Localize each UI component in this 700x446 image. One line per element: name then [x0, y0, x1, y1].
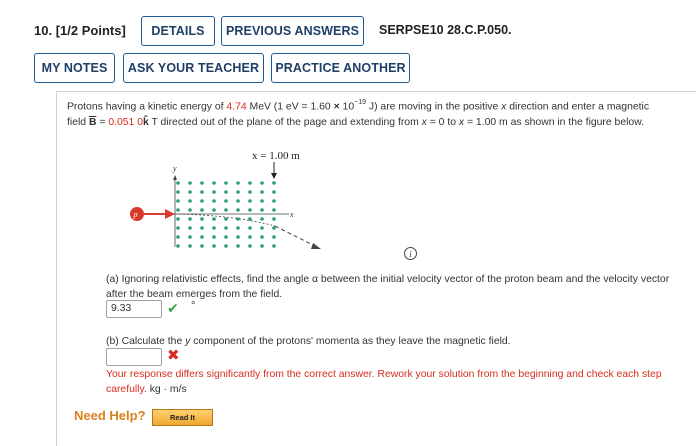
- field-dot: [224, 208, 228, 212]
- field-dot: [272, 226, 276, 230]
- field-dot: [248, 244, 252, 248]
- field-dot: [212, 190, 216, 194]
- field-dot: [224, 217, 228, 221]
- field-dot: [224, 244, 228, 248]
- field-dot: [260, 199, 264, 203]
- field-dot: [212, 226, 216, 230]
- details-button[interactable]: DETAILS: [141, 16, 215, 46]
- question-header: [0, 0, 700, 95]
- part-b-question: (b) Calculate the y component of the protons' momenta as they leave the magnetic field.: [106, 336, 511, 347]
- part-a-question: (a) Ignoring relativistic effects, find the angle α between the initial velocity vector of the proton beam and the velocity vector after the beam emerges from the field.: [106, 274, 670, 300]
- question-number-points: 10. [1/2 Points]: [34, 23, 126, 38]
- exit-trajectory: [275, 226, 315, 246]
- field-dot: [224, 199, 228, 203]
- figure-top-label: x = 1.00 m: [252, 150, 300, 162]
- field-dot: [272, 217, 276, 221]
- field-dot: [260, 208, 264, 212]
- field-dots: [176, 181, 276, 248]
- field-dot: [236, 226, 240, 230]
- field-dot: [188, 199, 192, 203]
- field-dot: [224, 190, 228, 194]
- part-b-feedback: Your response differs significantly from the correct answer. Rework your solution from the beginning and check each step carefully. kg · m/s: [106, 369, 662, 395]
- proton-label: p: [133, 210, 138, 219]
- magnetic-field-value: 0.051 0: [108, 117, 143, 129]
- field-dot: [212, 208, 216, 212]
- field-dot: [188, 226, 192, 230]
- field-dot: [188, 244, 192, 248]
- field-dot: [236, 235, 240, 239]
- field-dot: [224, 226, 228, 230]
- problem-statement: Protons having a kinetic energy of 4.74 MeV (1 eV = $1.60 \times 10^{-19}$ J) are moving in the positive x direction and enter a magnetic field $\overline{B} = 0.051$ 0k̂ T directed out of the plane of the page and extending from x = 0 to x = 1.00 m as shown in the figure below.: [67, 99, 650, 129]
- check-icon: ✔: [167, 300, 179, 316]
- field-dot: [236, 208, 240, 212]
- field-dot: [188, 190, 192, 194]
- figure-y-label: y: [173, 164, 177, 173]
- field-dot: [200, 217, 204, 221]
- field-dot: [236, 199, 240, 203]
- field-dot: [260, 217, 264, 221]
- kinetic-energy-value: 4.74: [226, 101, 247, 113]
- field-dot: [188, 208, 192, 212]
- field-dot: [188, 217, 192, 221]
- field-dot: [200, 181, 204, 185]
- field-dot: [176, 244, 180, 248]
- part-a-unit: °: [191, 300, 196, 312]
- field-dot: [260, 226, 264, 230]
- read-it-button[interactable]: Read It: [152, 409, 213, 426]
- field-dot: [176, 199, 180, 203]
- field-dot: [212, 199, 216, 203]
- field-dot: [248, 226, 252, 230]
- field-dot: [236, 181, 240, 185]
- field-dot: [176, 181, 180, 185]
- field-dot: [188, 181, 192, 185]
- field-dot: [272, 190, 276, 194]
- field-dot: [260, 244, 264, 248]
- part-a-answer-field[interactable]: 9.33: [106, 300, 162, 318]
- figure-x-label: x: [290, 210, 294, 219]
- info-icon[interactable]: i: [404, 247, 417, 260]
- magnetic-field-figure: [123, 147, 333, 255]
- field-dot: [272, 208, 276, 212]
- my-notes-button[interactable]: MY NOTES: [34, 53, 115, 83]
- field-dot: [200, 244, 204, 248]
- field-dot: [212, 181, 216, 185]
- field-dot: [176, 208, 180, 212]
- question-id: SERPSE10 28.C.P.050.: [379, 23, 512, 37]
- field-dot: [248, 181, 252, 185]
- field-dot: [248, 235, 252, 239]
- field-dot: [176, 217, 180, 221]
- ask-teacher-button[interactable]: ASK YOUR TEACHER: [123, 53, 264, 83]
- field-dot: [272, 244, 276, 248]
- field-dot: [200, 208, 204, 212]
- field-dot: [176, 235, 180, 239]
- field-dot: [248, 190, 252, 194]
- field-dot: [200, 235, 204, 239]
- field-dot: [200, 199, 204, 203]
- field-dot: [236, 244, 240, 248]
- field-dot: [248, 208, 252, 212]
- field-dot: [200, 190, 204, 194]
- field-dot: [188, 235, 192, 239]
- field-dot: [260, 181, 264, 185]
- field-dot: [224, 181, 228, 185]
- cross-icon: ✖: [167, 347, 180, 364]
- field-dot: [248, 199, 252, 203]
- practice-another-button[interactable]: PRACTICE ANOTHER: [271, 53, 410, 83]
- part-b-answer-field[interactable]: [106, 348, 162, 366]
- field-dot: [236, 190, 240, 194]
- field-dot: [260, 190, 264, 194]
- field-dot: [272, 235, 276, 239]
- field-dot: [272, 199, 276, 203]
- field-dot: [212, 235, 216, 239]
- field-dot: [176, 190, 180, 194]
- field-dot: [272, 181, 276, 185]
- field-dot: [260, 235, 264, 239]
- field-dot: [212, 244, 216, 248]
- field-dot: [212, 217, 216, 221]
- part-b-units: kg · m/s: [149, 384, 187, 395]
- field-dot: [176, 226, 180, 230]
- previous-answers-button[interactable]: PREVIOUS ANSWERS: [221, 16, 364, 46]
- field-dot: [224, 235, 228, 239]
- need-help-label: Need Help?: [74, 408, 146, 423]
- field-dot: [200, 226, 204, 230]
